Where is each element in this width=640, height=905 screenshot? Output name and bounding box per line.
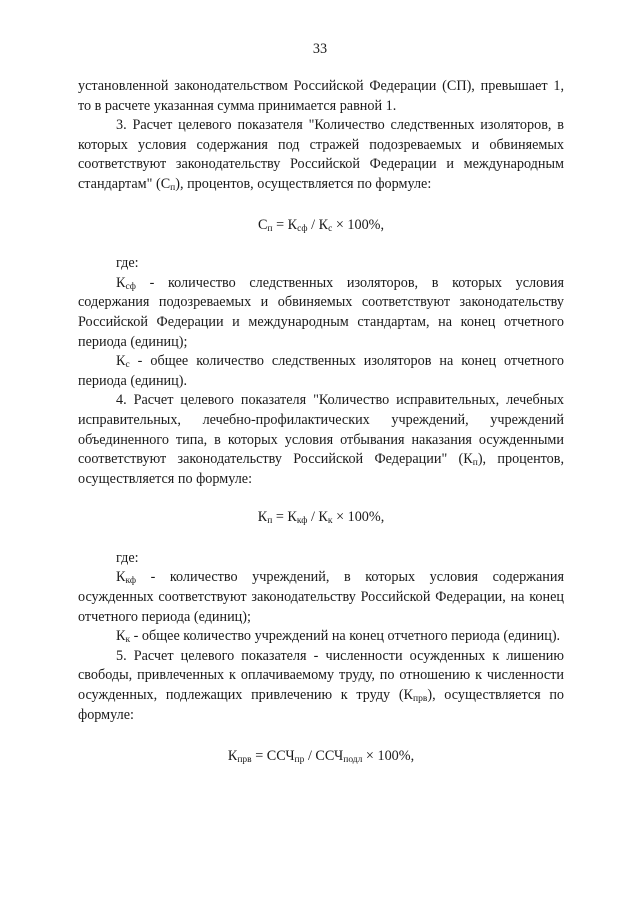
definition-ksf: $К_{сф}$ - количество следственных изоляторов, в которых условия содержания подозреваемых и обвиняемых соответствуют законодательству Российской Федерации и международным стандартам, на конец отчетного периода (единиц); xyxy=(78,274,564,350)
where-label-1: где: xyxy=(116,255,139,272)
formula-2: $К_п = К_{кф} / К_к \times 100\%$, xyxy=(257,509,385,527)
formula-3: $К_{прв} = ССЧ_{пр} / ССЧ_{подл} \times 100\%$, xyxy=(227,748,415,766)
paragraph-continued: установленной законодательством Российской Федерации (СП), превышает 1, то в расчете указанная сумма принимается равной 1. xyxy=(78,78,564,114)
page-number: 33 xyxy=(312,41,328,57)
definition-kc: $К_с$ - общее количество следственных изоляторов на конец отчетного периода (единиц). xyxy=(78,353,564,389)
formula-1: $С_п = К_{сф} / К_с \times 100\%$, xyxy=(257,216,385,234)
paragraph-4: 4. Расчет целевого показателя "Количество исправительных, лечебных исправительных, лечебно-профилактических учреждений, учреждений объединенного типа, в которых условия отбывания наказания осужденными соответствуют законодательству Российской Федерации" $(К_п)$, процентов, осуществляется по формуле: xyxy=(78,392,565,487)
paragraph-3: 3. Расчет целевого показателя "Количество следственных изоляторов, в которых условия содержания под стражей подозреваемых и обвиняемых соответствуют законодательству Российской Федерации и международным стандартам" $(С_п)$, процентов, осуществляется по формуле: xyxy=(78,117,564,193)
where-label-2: где: xyxy=(116,549,139,566)
document-body xyxy=(78,77,564,767)
paragraph-5: 5. Расчет целевого показателя - численности осужденных к лишению свободы, привлеченных к оплачиваемому труду, по отношению к численности осужденных, подлежащих привлечению к труду $(К_{прв})$, осуществляется по формуле: xyxy=(78,647,565,723)
definition-kk: $К_к$ - общее количество учреждений на конец отчетного периода (единиц). xyxy=(116,628,561,646)
definition-kkf: $К_{кф}$ - количество учреждений, в которых условия содержания осужденных соответствуют законодательству Российской Федерации, на конец отчетного периода (единиц); xyxy=(78,569,564,625)
